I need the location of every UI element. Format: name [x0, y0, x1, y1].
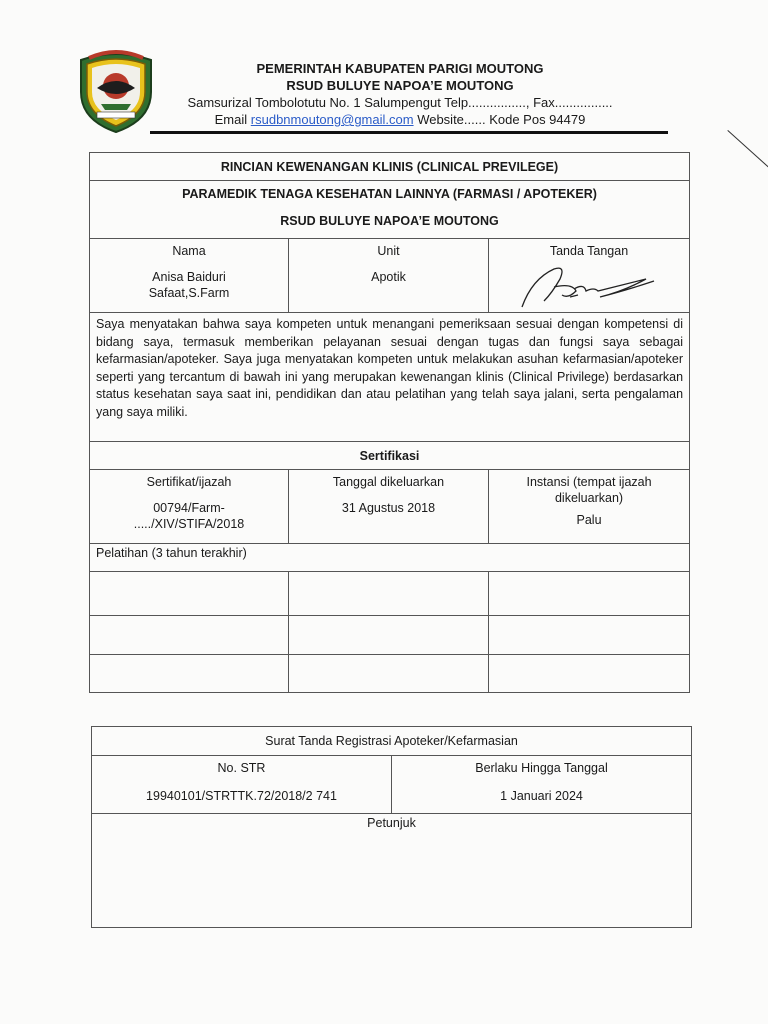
pelatihan-cell[interactable]	[289, 616, 489, 655]
unit-cell	[289, 239, 489, 313]
pelatihan-cell[interactable]	[289, 572, 489, 616]
form-subtitle	[90, 181, 690, 239]
sertifikat-cell	[90, 470, 289, 544]
pelatihan-cell[interactable]	[489, 655, 690, 693]
letterhead	[140, 60, 660, 128]
str-no-header: No. STR	[217, 761, 266, 775]
str-table	[91, 726, 692, 928]
str-berlaku-cell	[392, 756, 692, 814]
handwritten-signature	[514, 261, 664, 311]
nama-value-line2: Safaat,S.Farm	[148, 286, 230, 300]
tanggal-cell	[289, 470, 489, 544]
str-title: Surat Tanda Registrasi Apoteker/Kefarmasian	[92, 727, 692, 756]
petunjuk-label: Petunjuk	[367, 816, 416, 830]
pelatihan-cell[interactable]	[90, 655, 289, 693]
form-subtitle-profession: PARAMEDIK TENAGA KESEHATAN LAINNYA (FARMASI / APOTEKER)	[182, 187, 597, 201]
pelatihan-heading: Pelatihan (3 tahun terakhir)	[90, 544, 690, 572]
letterhead-hospital: RSUD BULUYE NAPOA’E MOUTONG	[286, 78, 514, 93]
page-edge-mark	[727, 130, 768, 171]
sertifikat-value-line2: ...../XIV/STIFA/2018	[133, 517, 245, 531]
instansi-value: Palu	[576, 513, 602, 527]
pelatihan-cell[interactable]	[90, 616, 289, 655]
instansi-cell	[489, 470, 690, 544]
letterhead-divider	[150, 131, 668, 134]
sertifikat-value-line1: 00794/Farm-	[153, 501, 225, 515]
tanda-tangan-header: Tanda Tangan	[549, 244, 629, 258]
sertifikat-header: Sertifikat/ijazah	[146, 475, 232, 489]
letterhead-contact	[140, 111, 660, 128]
str-no-value: 19940101/STRTTK.72/2018/2 741	[146, 789, 337, 803]
str-berlaku-header: Berlaku Hingga Tanggal	[475, 761, 608, 775]
website-postcode: Website...... Kode Pos 94479	[417, 112, 586, 127]
tanggal-header: Tanggal dikeluarkan	[332, 475, 445, 489]
form-title: RINCIAN KEWENANGAN KLINIS (CLINICAL PREVILEGE)	[90, 153, 690, 181]
nama-value-line1: Anisa Baiduri	[152, 270, 226, 284]
form-subtitle-hospital: RSUD BULUYE NAPOA’E MOUTONG	[280, 214, 499, 228]
instansi-header-line2: dikeluarkan)	[554, 491, 624, 505]
email-label: Email	[214, 112, 248, 127]
petunjuk-box[interactable]	[92, 814, 692, 928]
unit-value: Apotik	[371, 270, 406, 284]
tanda-tangan-cell	[489, 239, 690, 313]
clinical-privilege-table	[89, 152, 690, 693]
pelatihan-cell[interactable]	[489, 616, 690, 655]
pelatihan-cell[interactable]	[489, 572, 690, 616]
email-link[interactable]: rsudbnmoutong@gmail.com	[250, 112, 414, 127]
str-no-cell	[92, 756, 392, 814]
pelatihan-cell[interactable]	[90, 572, 289, 616]
nama-cell	[90, 239, 289, 313]
instansi-header-line1: Instansi (tempat ijazah	[526, 475, 652, 489]
tanggal-value: 31 Agustus 2018	[341, 501, 436, 515]
pelatihan-cell[interactable]	[289, 655, 489, 693]
competency-statement: Saya menyatakan bahwa saya kompeten untuk menangani pemeriksaan sesuai dengan kompetensi di bidang saya, termasuk memberikan pelayanan sesuai dengan tugas dan fungsi saya sebagai kefarmasian/apoteker. Saya juga menyatakan kompeten untuk melakukan asuhan kefarmasian/apoteker seperti yang tercantum di bawah ini yang merupakan kewenangan klinis (Clinical Privilege) berdasarkan status kesehatan saya saat ini, pendidikan dan atau pelatihan yang telah saya jalani, serta pengalaman yang saya miliki.	[90, 313, 690, 442]
unit-header: Unit	[377, 244, 400, 258]
nama-header: Nama	[172, 244, 206, 258]
letterhead-address: Samsurizal Tombolotutu No. 1 Salumpengut Telp................, Fax................	[187, 95, 613, 110]
letterhead-government: PEMERINTAH KABUPATEN PARIGI MOUTONG	[256, 61, 544, 76]
str-berlaku-value: 1 Januari 2024	[500, 789, 583, 803]
sertifikasi-heading: Sertifikasi	[90, 442, 690, 470]
